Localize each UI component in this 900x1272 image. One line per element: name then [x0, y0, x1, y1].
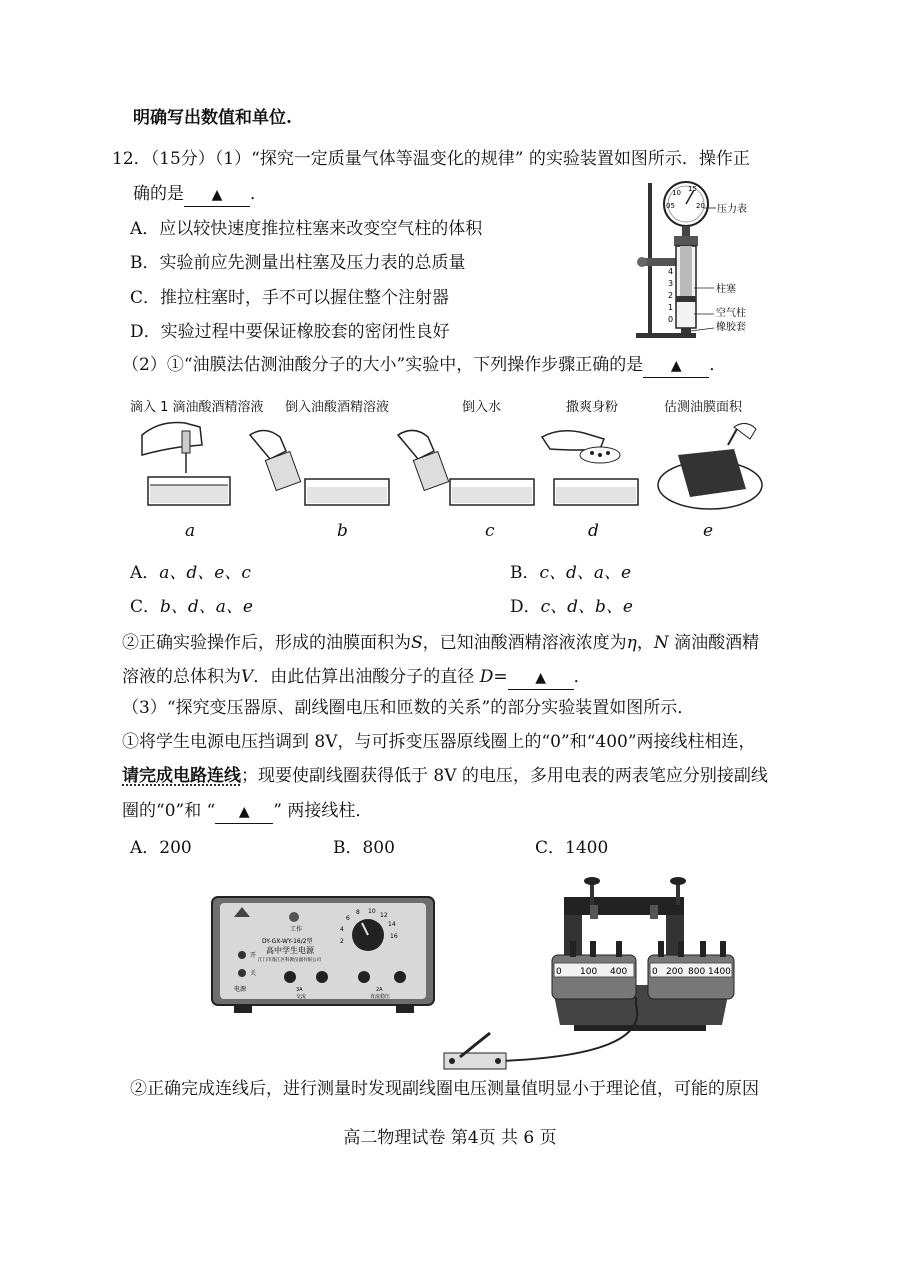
psu-model: DY-GX-WY-16/2型 [262, 938, 313, 945]
part3-option-c: C．1400 [535, 838, 609, 858]
var-S: S [411, 633, 423, 653]
part2-option-a-label: A． [130, 563, 160, 583]
transformer-figure [440, 875, 740, 1075]
period: ． [573, 667, 591, 687]
label-2a: 2A [376, 987, 383, 993]
gauge-tick-10: 10 [672, 189, 681, 197]
label-power: 电源 [234, 986, 247, 993]
dial-tick-4: 4 [340, 926, 344, 933]
step-a-illustration [142, 423, 230, 506]
label-rubber-cap: 橡胶套 [716, 322, 746, 333]
syringe-tick-3: 3 [668, 279, 674, 288]
step-b-label: 倒入油酸酒精溶液 [285, 400, 390, 415]
label-off: 关 [250, 970, 257, 977]
part2b-line2 [122, 666, 591, 690]
label-work: 工作 [290, 926, 303, 933]
step-e-label: 估测油膜面积 [664, 400, 743, 415]
part3-text-rest: ；现要使副线圈获得低于 8V 的电压，多用电表的两表笔应分别接副线 [241, 766, 768, 786]
ac-terminal-1[interactable] [284, 971, 296, 983]
part2-option-d [510, 596, 633, 618]
part2-option-d-label: D． [510, 597, 541, 617]
part2-option-c-value: b、d、a、e [160, 597, 253, 617]
page-footer: 高二物理试卷 第4页 共 6 页 [343, 1128, 557, 1148]
part3-option-a: A．200 [130, 838, 192, 858]
part3-text-pre: 圈的“0”和 “ [122, 801, 216, 821]
syringe-tick-4: 4 [668, 267, 674, 276]
answer-blank-4[interactable]: ▲ [215, 801, 273, 824]
part2-option-b-label: B． [510, 563, 540, 583]
primary-terminal-400: 400 [610, 967, 628, 977]
syringe-tick-0: 0 [668, 315, 674, 324]
intro-continuation: 确的是 [133, 184, 184, 204]
step-d-letter: d [588, 521, 599, 541]
step-c-letter: c [485, 521, 495, 541]
period: ． [709, 355, 727, 375]
header-line: 明确写出数值和单位. [133, 108, 292, 128]
equals-sign: = [493, 667, 508, 687]
complete-circuit-emphasis: 请完成电路连线 [122, 766, 241, 786]
dial-tick-8: 8 [356, 909, 360, 916]
dc-terminal-positive[interactable] [394, 971, 406, 983]
period: ． [250, 184, 267, 204]
label-pressure-gauge: 压力表 [717, 204, 747, 215]
part-3-instruction-3 [122, 800, 372, 824]
answer-blank-1[interactable]: ▲ [184, 184, 250, 207]
label-dc: 直流稳压 [370, 994, 391, 1000]
part2-option-d-value: c、d、b、e [540, 597, 633, 617]
dial-tick-12: 12 [380, 912, 388, 919]
part2b-text-4: 滴油酸酒精 [668, 633, 760, 653]
var-D: D [479, 667, 494, 687]
part2-option-b-value: c、d、a、e [539, 563, 632, 583]
part3-text-post: ” 两接线柱． [273, 801, 373, 821]
label-ac: 交流 [296, 994, 307, 1000]
var-eta: η [626, 633, 637, 653]
part2b-line1 [122, 632, 759, 654]
part-3-line: （3）“探究变压器原、副线圈电压和匝数的关系”的部分实验装置如图所示． [122, 698, 695, 718]
part2-option-a [130, 562, 251, 584]
power-off-button[interactable] [238, 969, 246, 977]
option-d: D．实验过程中要保证橡胶套的密闭性良好 [130, 322, 450, 342]
gauge-tick-05: 05 [666, 202, 675, 210]
gauge-tick-15: 15 [688, 185, 697, 193]
dial-tick-14: 14 [388, 921, 396, 928]
gauge-tick-20: 20 [696, 202, 705, 210]
dial-tick-16: 16 [390, 933, 398, 940]
part2-option-c-label: C． [130, 597, 161, 617]
option-b: B．实验前应先测量出柱塞及压力表的总质量 [130, 253, 466, 273]
question-number: 12． [112, 149, 151, 169]
oil-film-steps-figure [130, 415, 770, 515]
part3-option-b: B．800 [333, 838, 395, 858]
part2b-text-6: ．由此估算出油酸分子的直径 [253, 667, 480, 687]
var-V: V [241, 667, 254, 687]
step-c-label: 倒入水 [462, 400, 502, 415]
part-2-text: （2）①“油膜法估测油酸分子的大小”实验中，下列操作步骤正确的是 [122, 355, 644, 375]
step-c-illustration [398, 430, 534, 505]
step-e-illustration [658, 423, 762, 509]
label-air-column: 空气柱 [716, 308, 746, 319]
part2-option-a-value: a、d、e、c [159, 563, 251, 583]
part2b-text-3: ， [636, 633, 654, 653]
var-N: N [653, 633, 669, 653]
secondary-terminal-800: 800 [688, 967, 706, 977]
part3b-line: ②正确完成连线后，进行测量时发现副线圈电压测量值明显小于理论值，可能的原因 [130, 1079, 759, 1099]
step-d-label: 撒爽身粉 [566, 400, 619, 415]
student-power-supply-figure [210, 893, 438, 1015]
part2-option-c [130, 596, 253, 618]
label-3a: 3A [296, 987, 303, 993]
step-d-illustration [542, 431, 638, 505]
question-intro: （15分）（1）“探究一定质量气体等温变化的规律” 的实验装置如图所示．操作正 [150, 149, 750, 169]
option-c: C．推拉柱塞时，手不可以握住整个注射器 [130, 288, 450, 308]
answer-blank-3[interactable]: ▲ [508, 667, 574, 690]
part-3-instruction-2 [122, 765, 768, 787]
step-b-letter: b [337, 521, 348, 541]
part2b-text-5: 溶液的总体积为 [122, 667, 241, 687]
syringe-tick-2: 2 [668, 291, 674, 300]
option-a: A．应以较快速度推拉柱塞来改变空气柱的体积 [130, 219, 483, 239]
label-plunger: 柱塞 [716, 284, 736, 295]
label-on: 开 [250, 952, 257, 959]
step-b-illustration [250, 430, 389, 505]
part-3-instruction-1: ①将学生电源电压挡调到 8V，与可拆变压器原线圈上的“0”和“400”两接线柱相连， [122, 732, 756, 752]
secondary-terminal-200: 200 [666, 967, 684, 977]
step-e-letter: e [703, 521, 714, 541]
psu-name: 高中学生电源 [266, 946, 314, 955]
dial-tick-2: 2 [340, 938, 344, 945]
power-on-button[interactable] [238, 951, 246, 959]
answer-blank-2[interactable]: ▲ [643, 355, 709, 378]
part-2-line [122, 354, 726, 378]
primary-terminal-0: 0 [556, 967, 562, 977]
question-12-intro [112, 148, 750, 170]
part2b-text-1: ②正确实验操作后，形成的油膜面积为 [122, 633, 411, 653]
question-12-intro-2 [133, 183, 267, 207]
work-indicator-icon [289, 912, 299, 922]
psu-maker: 江门市蓬江区科教仪器有限公司 [258, 958, 321, 963]
gas-apparatus-figure [628, 178, 788, 340]
dial-tick-6: 6 [346, 915, 350, 922]
part2-option-b [510, 562, 631, 584]
secondary-terminal-0: 0 [652, 967, 658, 977]
primary-terminal-100: 100 [580, 967, 598, 977]
syringe-tick-1: 1 [668, 303, 674, 312]
ac-terminal-2[interactable] [316, 971, 328, 983]
step-a-label: 滴入 1 滴油酸酒精溶液 [130, 400, 264, 415]
dc-terminal-negative[interactable] [358, 971, 370, 983]
secondary-terminal-1400: 1400 [708, 967, 731, 977]
dial-tick-10: 10 [368, 908, 376, 915]
part2b-text-2: ，已知油酸酒精溶液浓度为 [422, 633, 627, 653]
step-a-letter: a [185, 521, 196, 541]
